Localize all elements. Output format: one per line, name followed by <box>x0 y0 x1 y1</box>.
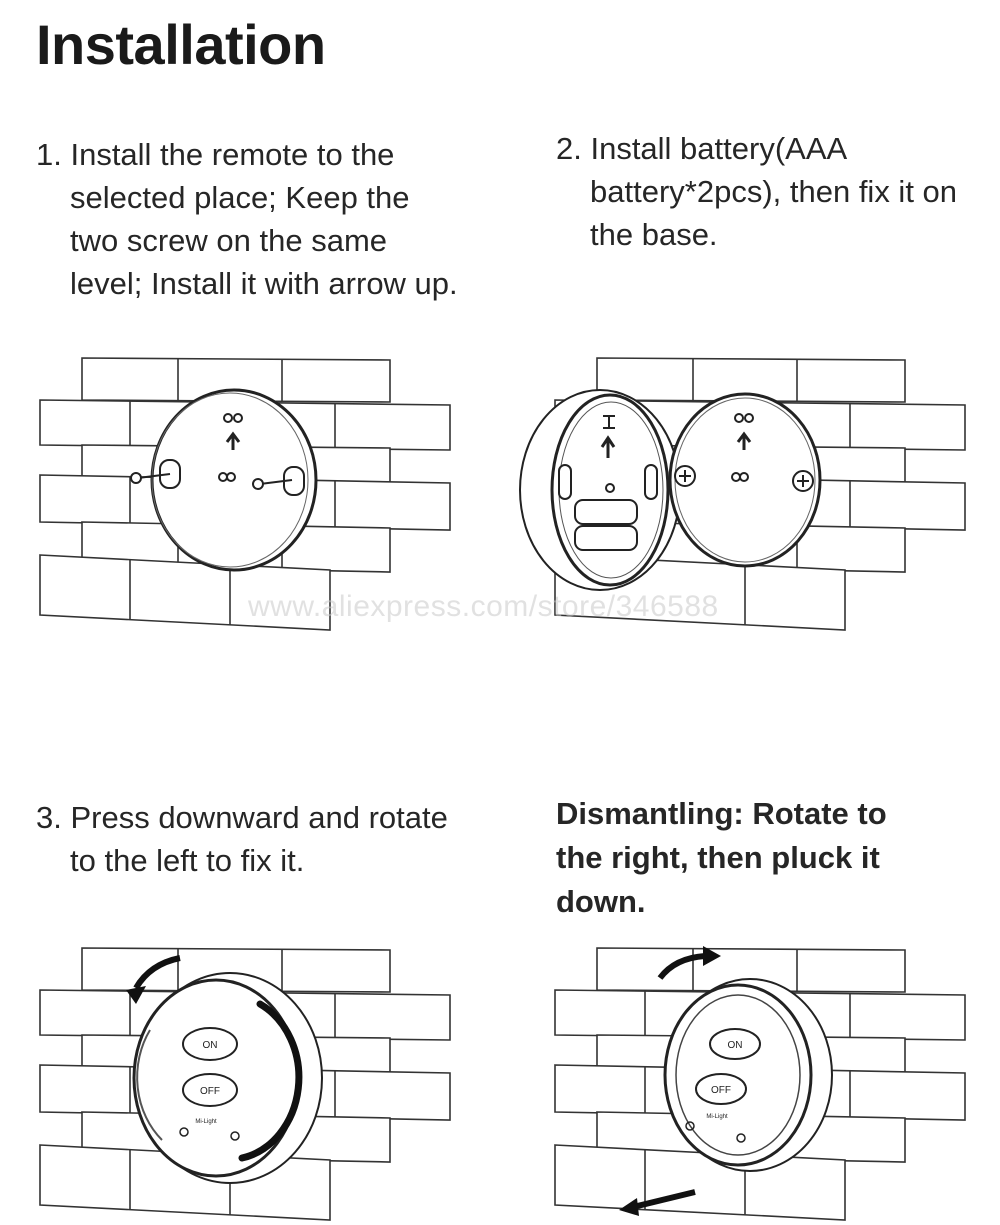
brand-label: Mi-Light <box>706 1114 728 1120</box>
on-button <box>710 1029 760 1059</box>
step-2-line: 2. Install battery(AAA <box>556 131 848 166</box>
remote-front <box>665 979 832 1171</box>
off-button <box>696 1074 746 1104</box>
step-3-text <box>36 796 448 882</box>
brand-label: Mi-Light <box>195 1119 217 1125</box>
dismantling-line: down. <box>556 884 646 919</box>
on-label: ON <box>727 1040 743 1051</box>
step-3-line: 3. Press downward and rotate <box>36 800 448 835</box>
step-1-text <box>36 133 458 305</box>
step-3-line: to the left to fix it. <box>70 843 305 878</box>
on-label: ON <box>202 1040 218 1051</box>
step-2-line: the base. <box>590 217 718 252</box>
step-1-line: selected place; Keep the <box>70 180 410 215</box>
off-label: OFF <box>711 1085 731 1096</box>
dismantling-text <box>556 792 887 924</box>
battery-icon <box>575 500 637 550</box>
page-title: Installation <box>36 13 326 76</box>
dismantling-line: the right, then pluck it <box>556 840 880 875</box>
step-1-line: two screw on the same <box>70 223 388 258</box>
off-button <box>183 1074 237 1106</box>
base-plate <box>670 394 820 566</box>
figure-rotate-left <box>30 940 470 1225</box>
step-2-line: battery*2pcs), then fix it on <box>590 174 958 209</box>
on-button <box>183 1028 237 1060</box>
off-label: OFF <box>200 1086 220 1097</box>
figure-dismantling <box>545 940 985 1225</box>
dismantling-line: Dismantling: Rotate to <box>556 796 887 831</box>
remote-back-shell <box>520 390 680 590</box>
step-1-line: 1. Install the remote to the <box>36 137 395 172</box>
watermark: www.aliexpress.com/store/346588 <box>248 590 719 623</box>
step-2-text <box>556 127 957 256</box>
step-1-line: level; Install it with arrow up. <box>70 266 458 301</box>
